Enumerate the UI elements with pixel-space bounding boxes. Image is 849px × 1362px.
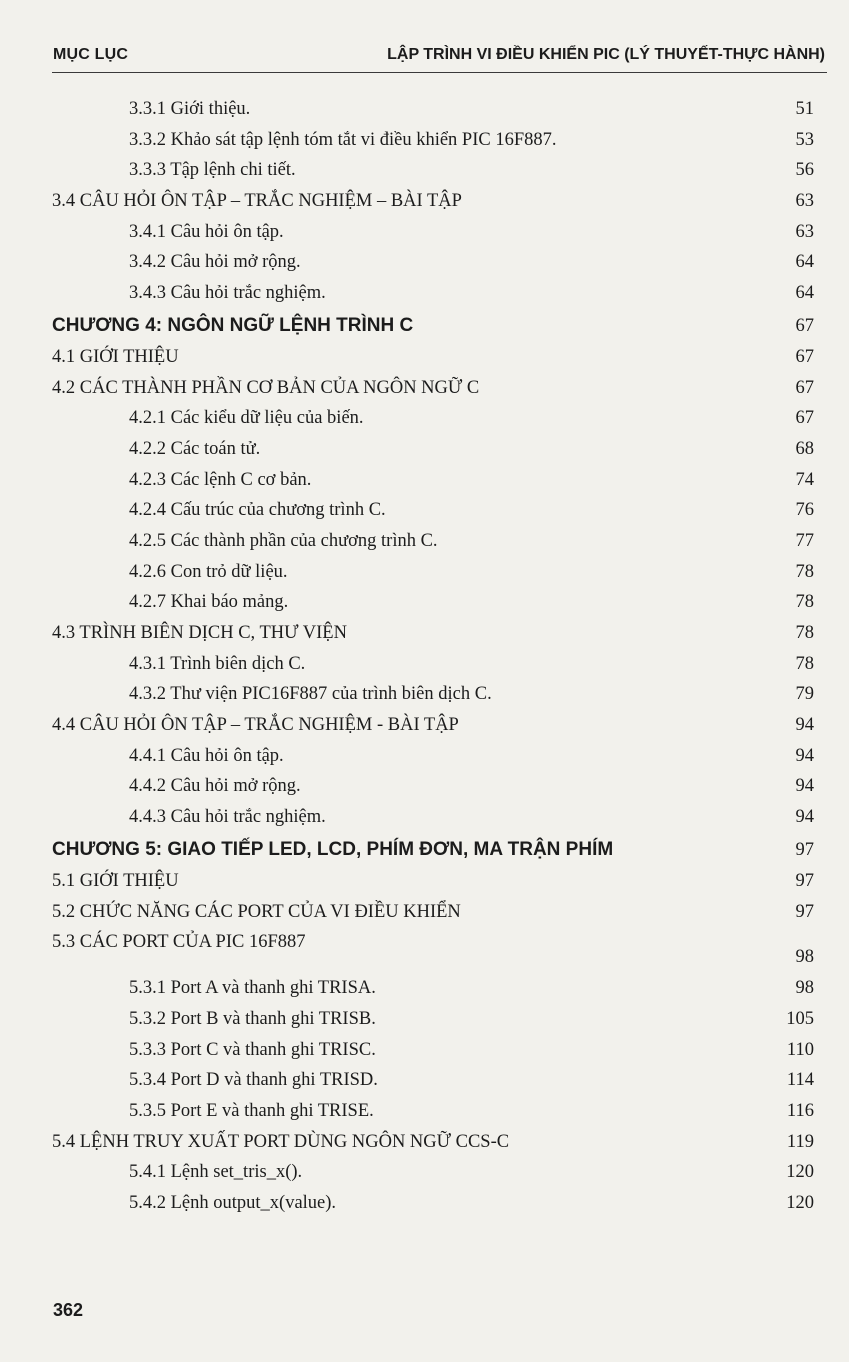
toc-subsection-entry	[0, 649, 849, 680]
toc-entry-title: 4.2.5 Các thành phần của chương trình C.	[129, 530, 438, 551]
toc-entry-page: 98	[795, 978, 814, 999]
toc-entry-title: 4.3.2 Thư viện PIC16F887 của trình biên dịch C.	[129, 684, 492, 705]
toc-subsection-entry	[0, 1035, 849, 1066]
toc-section-entry	[0, 927, 849, 973]
toc-subsection-entry	[0, 94, 849, 125]
toc-entry-page: 76	[795, 500, 814, 521]
toc-subsection-entry	[0, 802, 849, 833]
toc-entry-title: 4.2.4 Cấu trúc của chương trình C.	[129, 500, 386, 521]
toc-entry-title: 3.4.3 Câu hỏi trắc nghiệm.	[129, 283, 326, 304]
toc-entry-page: 63	[795, 191, 814, 212]
toc-subsection-entry	[0, 1188, 849, 1219]
toc-entry-title: 3.3.1 Giới thiệu.	[129, 99, 251, 119]
toc-entry-title: 5.3 CÁC PORT CỦA PIC 16F887	[52, 932, 306, 953]
toc-entry-page: 67	[795, 315, 814, 336]
toc-subsection-entry	[0, 465, 849, 496]
toc-subsection-entry	[0, 434, 849, 465]
toc-entry-page: 94	[795, 715, 814, 736]
toc-entry-title: 4.2.3 Các lệnh C cơ bản.	[129, 469, 312, 490]
toc-entry-title: 4.3.1 Trình biên dịch C.	[129, 653, 306, 674]
toc-entry-title: 4.2.7 Khai báo mảng.	[129, 592, 289, 613]
table-of-contents	[0, 94, 849, 1219]
toc-entry-page: 94	[795, 807, 814, 828]
toc-section-entry	[0, 373, 849, 404]
toc-subsection-entry	[0, 557, 849, 588]
toc-subsection-entry	[0, 278, 849, 309]
toc-entry-title: 4.2.1 Các kiểu dữ liệu của biến.	[129, 408, 364, 429]
toc-section-entry	[0, 1127, 849, 1158]
toc-entry-title: 4.2.6 Con trỏ dữ liệu.	[129, 561, 288, 582]
toc-subsection-entry	[0, 1157, 849, 1188]
header-divider	[52, 72, 827, 73]
running-header-left: MỤC LỤC	[53, 46, 129, 63]
toc-entry-title: 4.2 CÁC THÀNH PHẦN CƠ BẢN CỦA NGÔN NGỮ C	[52, 377, 480, 398]
toc-section-entry	[0, 618, 849, 649]
toc-subsection-entry	[0, 217, 849, 248]
toc-section-entry	[0, 897, 849, 928]
toc-entry-page: 120	[786, 1162, 814, 1183]
toc-entry-title: 5.2 CHỨC NĂNG CÁC PORT CỦA VI ĐIỀU KHIỂN	[52, 901, 461, 922]
toc-entry-page: 98	[795, 947, 814, 968]
toc-subsection-entry	[0, 741, 849, 772]
toc-entry-page: 78	[795, 653, 814, 674]
toc-entry-page: 94	[795, 745, 814, 766]
toc-entry-title: 3.3.3 Tập lệnh chi tiết.	[129, 160, 296, 181]
toc-entry-page: 110	[786, 1039, 814, 1060]
toc-entry-page: 64	[795, 283, 814, 304]
toc-entry-page: 56	[795, 160, 814, 181]
toc-entry-title: 5.3.3 Port C và thanh ghi TRISC.	[129, 1039, 376, 1060]
toc-entry-page: 79	[795, 684, 814, 705]
toc-subsection-entry	[0, 771, 849, 802]
toc-entry-page: 105	[786, 1008, 814, 1029]
toc-section-entry	[0, 866, 849, 897]
toc-subsection-entry	[0, 587, 849, 618]
toc-entry-page: 77	[795, 530, 814, 551]
running-header-right: LẬP TRÌNH VI ĐIỀU KHIỂN PIC (LÝ THUYẾT-THỰC HÀNH)	[387, 46, 825, 63]
toc-subsection-entry	[0, 1065, 849, 1096]
toc-section-entry	[0, 186, 849, 217]
toc-entry-title: 5.3.4 Port D và thanh ghi TRISD.	[129, 1070, 378, 1091]
toc-entry-page: 68	[795, 438, 814, 459]
toc-entry-title: 4.4 CÂU HỎI ÔN TẬP – TRẮC NGHIỆM - BÀI TẬP	[52, 715, 459, 736]
toc-entry-page: 119	[786, 1131, 814, 1152]
toc-entry-title: 5.1 GIỚI THIỆU	[52, 870, 179, 891]
toc-entry-title: 3.4.2 Câu hỏi mở rộng.	[129, 252, 301, 273]
toc-entry-title: 3.4.1 Câu hỏi ôn tập.	[129, 221, 284, 242]
toc-subsection-entry	[0, 155, 849, 186]
toc-subsection-entry	[0, 679, 849, 710]
toc-entry-title: 5.4.2 Lệnh output_x(value).	[129, 1193, 337, 1213]
toc-entry-page: 116	[786, 1100, 814, 1121]
toc-entry-page: 67	[795, 377, 814, 398]
toc-entry-page: 53	[795, 129, 814, 150]
toc-entry-page: 67	[795, 408, 814, 429]
toc-entry-page: 94	[795, 776, 814, 797]
toc-entry-page: 97	[795, 839, 814, 860]
toc-entry-page: 51	[795, 99, 814, 119]
toc-entry-title: 4.4.1 Câu hỏi ôn tập.	[129, 745, 284, 766]
toc-entry-title: 5.4 LỆNH TRUY XUẤT PORT DÙNG NGÔN NGỮ CCS-C	[52, 1131, 510, 1152]
toc-entry-page: 78	[795, 561, 814, 582]
page-number: 362	[53, 1300, 84, 1320]
toc-entry-page: 64	[795, 252, 814, 273]
toc-entry-title: 5.3.5 Port E và thanh ghi TRISE.	[129, 1100, 374, 1121]
toc-chapter-entry	[0, 309, 849, 342]
toc-entry-title: 4.4.2 Câu hỏi mở rộng.	[129, 776, 301, 797]
toc-entry-page: 78	[795, 592, 814, 613]
toc-entry-page: 97	[795, 870, 814, 891]
toc-entry-title: CHƯƠNG 5: GIAO TIẾP LED, LCD, PHÍM ĐƠN, MA TRẬN PHÍM	[52, 838, 614, 860]
toc-entry-title: 4.4.3 Câu hỏi trắc nghiệm.	[129, 807, 326, 828]
toc-subsection-entry	[0, 526, 849, 557]
toc-entry-title: 4.3 TRÌNH BIÊN DỊCH C, THƯ VIỆN	[52, 623, 347, 643]
toc-entry-page: 97	[795, 901, 814, 922]
toc-subsection-entry	[0, 403, 849, 434]
toc-entry-page: 67	[795, 346, 814, 367]
toc-entry-title: 5.3.1 Port A và thanh ghi TRISA.	[129, 978, 376, 999]
toc-subsection-entry	[0, 247, 849, 278]
toc-entry-title: 4.1 GIỚI THIỆU	[52, 346, 179, 367]
toc-subsection-entry	[0, 125, 849, 156]
toc-entry-title: 3.4 CÂU HỎI ÔN TẬP – TRẮC NGHIỆM – BÀI TẬP	[52, 191, 462, 212]
toc-section-entry	[0, 710, 849, 741]
toc-subsection-entry	[0, 1096, 849, 1127]
toc-section-entry	[0, 342, 849, 373]
toc-entry-page: 120	[786, 1193, 814, 1213]
toc-entry-page: 74	[795, 469, 814, 490]
toc-entry-page: 63	[795, 221, 814, 242]
toc-entry-title: 5.3.2 Port B và thanh ghi TRISB.	[129, 1008, 376, 1029]
toc-entry-title: 4.2.2 Các toán tử.	[129, 438, 261, 459]
toc-entry-page: 114	[786, 1070, 814, 1091]
toc-subsection-entry	[0, 1004, 849, 1035]
toc-subsection-entry	[0, 973, 849, 1004]
toc-entry-page: 78	[795, 623, 814, 643]
toc-subsection-entry	[0, 495, 849, 526]
toc-chapter-entry	[0, 833, 849, 866]
toc-entry-title: CHƯƠNG 4: NGÔN NGỮ LỆNH TRÌNH C	[52, 314, 414, 336]
toc-entry-title: 5.4.1 Lệnh set_tris_x().	[129, 1162, 303, 1183]
toc-entry-title: 3.3.2 Khảo sát tập lệnh tóm tắt vi điều khiển PIC 16F887.	[129, 129, 557, 150]
